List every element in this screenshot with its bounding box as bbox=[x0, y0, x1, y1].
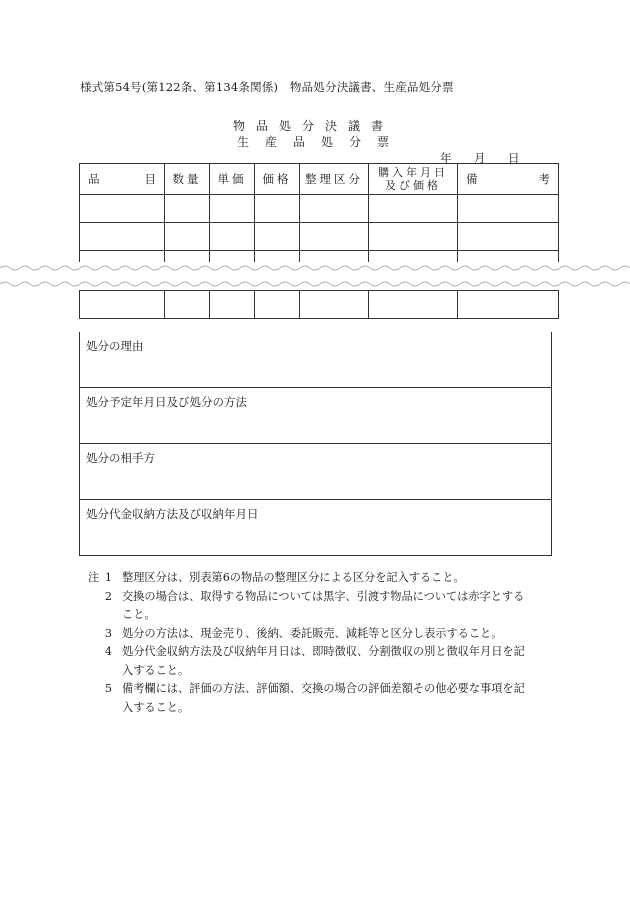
cell-input[interactable] bbox=[458, 291, 559, 319]
cell-input[interactable] bbox=[165, 195, 210, 223]
title-disposal-resolution: 物品処分決議書 bbox=[233, 119, 395, 133]
note-item: 2 交換の場合は、取得する物品については黒字、引渡す物品については赤字とする bbox=[104, 589, 525, 603]
notes-block bbox=[88, 569, 558, 717]
table-header-row bbox=[80, 164, 559, 195]
cell-input[interactable] bbox=[458, 223, 559, 251]
note-item: 5 備考欄には、評価の方法、評価額、交換の場合の評価差額その他必要な事項を記 bbox=[104, 682, 525, 695]
date-day: 日 bbox=[508, 151, 520, 165]
cell-input[interactable] bbox=[300, 291, 369, 319]
note-item: 3 処分の方法は、現金売り、後納、委託販売、減耗等と区分し表示すること。 bbox=[104, 626, 503, 640]
cell-input[interactable] bbox=[255, 223, 300, 251]
cell-input[interactable] bbox=[369, 291, 458, 319]
cell-input[interactable] bbox=[255, 195, 300, 223]
table-row bbox=[80, 195, 559, 223]
header-purchase-date-price: 購入年月日 及び価格 bbox=[369, 164, 458, 195]
cell-input[interactable] bbox=[369, 195, 458, 223]
label-disposal-reason: 処分の理由 bbox=[86, 339, 144, 353]
date-year: 年 bbox=[440, 151, 452, 165]
cell-input[interactable] bbox=[165, 291, 210, 319]
cell-input[interactable] bbox=[300, 195, 369, 223]
cell-input[interactable] bbox=[80, 195, 165, 223]
cell-input[interactable] bbox=[210, 223, 255, 251]
note-item-continuation: こと。 bbox=[122, 608, 156, 621]
section-disposal-counterparty[interactable] bbox=[79, 444, 552, 500]
cell-input[interactable] bbox=[210, 291, 255, 319]
label-disposal-counterparty: 処分の相手方 bbox=[86, 451, 155, 465]
notes-prefix: 注 bbox=[88, 571, 100, 584]
label-payment-method-date: 処分代金収納方法及び収納年月日 bbox=[86, 507, 259, 521]
note-item-continuation: 入すること。 bbox=[122, 663, 190, 677]
header-remarks: 備 考 bbox=[458, 164, 559, 195]
cell-input[interactable] bbox=[255, 291, 300, 319]
note-item-continuation: 入すること。 bbox=[122, 700, 190, 714]
cell-input[interactable] bbox=[210, 195, 255, 223]
cell-input[interactable] bbox=[458, 195, 559, 223]
cell-input[interactable] bbox=[300, 223, 369, 251]
table-break-wave bbox=[0, 262, 630, 290]
cell-input[interactable] bbox=[80, 223, 165, 251]
form-number-header: 様式第54号(第122条、第134条関係) 物品処分決議書、生産品処分票 bbox=[80, 80, 454, 94]
section-payment-method-date[interactable] bbox=[79, 500, 552, 556]
header-unit-price: 単価 bbox=[210, 164, 255, 195]
cell-input[interactable] bbox=[369, 223, 458, 251]
table-row bbox=[80, 291, 559, 319]
header-quantity: 数量 bbox=[165, 164, 210, 195]
cell-input[interactable] bbox=[165, 223, 210, 251]
date-month: 月 bbox=[474, 151, 486, 165]
section-disposal-schedule-method[interactable] bbox=[79, 388, 552, 444]
label-disposal-schedule-method: 処分予定年月日及び処分の方法 bbox=[86, 395, 247, 409]
header-item: 品 目 bbox=[80, 164, 165, 195]
header-price: 価格 bbox=[255, 164, 300, 195]
table-row bbox=[80, 223, 559, 251]
items-table bbox=[79, 163, 559, 319]
title-product-disposal-slip: 生産品処分票 bbox=[237, 135, 406, 149]
note-item: 4 処分代金収納方法及び収納年月日は、即時徴収、分割徴収の別と徴収年月日を記 bbox=[104, 645, 525, 658]
section-disposal-reason[interactable] bbox=[79, 332, 552, 388]
note-item: 1 整理区分は、別表第6の物品の整理区分による区分を記入すること。 bbox=[104, 571, 465, 584]
cell-input[interactable] bbox=[80, 291, 165, 319]
header-classification: 整理区分 bbox=[300, 164, 369, 195]
